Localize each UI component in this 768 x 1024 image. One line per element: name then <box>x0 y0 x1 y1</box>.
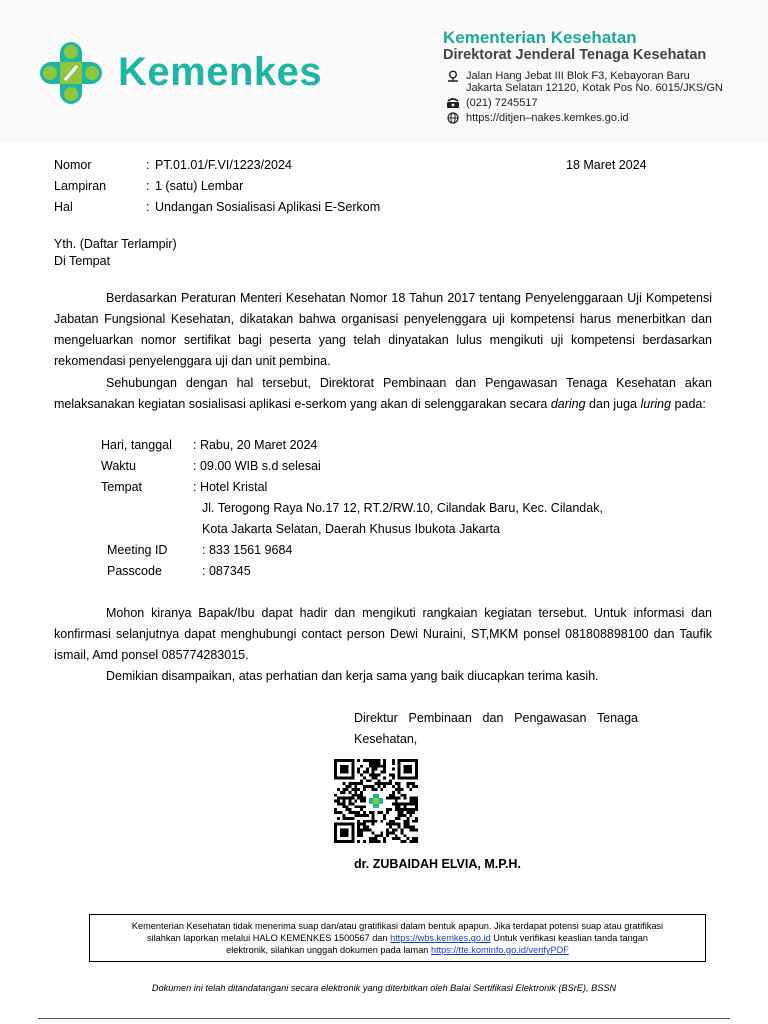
hari-value: : Rabu, 20 Maret 2024 <box>193 438 318 452</box>
kemenkes-logo-icon <box>38 40 104 106</box>
logo-wordmark: Kemenkes <box>118 50 323 94</box>
recipient-block <box>54 236 177 270</box>
wbs-link[interactable]: https://wbs.kemkes.go.id <box>390 933 491 943</box>
hal-value: Undangan Sosialisasi Aplikasi E-Serkom <box>155 200 381 214</box>
notice-line-2-text: silahkan laporkan melalui HALO KEMENKES 1500567 dan <box>146 933 391 943</box>
phone-icon <box>446 97 460 109</box>
paragraph-3: Mohon kiranya Bapak/Ibu dapat hadir dan mengikuti rangkaian kegiatan tersebut. Untuk informasi dan konfirmasi selanjutnya dapat menghubungi contact person Dewi Nuraini, ST,MKM ponsel 081808898100 dan Taufik ismail, Amd ponsel 085774283015. <box>54 606 712 662</box>
signatory-title-line-1: Direktur Pembinaan dan Pengawasan Tenaga <box>354 711 638 725</box>
signatory-title-line-2: Kesehatan, <box>354 732 418 746</box>
tempat-value: : Hotel Kristal <box>193 480 268 494</box>
notice-line-3 <box>90 944 705 956</box>
waktu-value: : 09.00 WIB s.d selesai <box>193 459 321 473</box>
paragraph-2 <box>54 373 712 415</box>
bottom-divider <box>38 1018 730 1019</box>
website-url[interactable]: https://ditjen–nakes.kemkes.go.id <box>466 112 629 124</box>
nomor-colon: : <box>146 158 150 172</box>
address-line-1: Jalan Hang Jebat III Blok F3, Kebayoran Baru <box>466 70 690 82</box>
waktu-label: Waktu <box>101 459 136 473</box>
signatory-name: dr. ZUBAIDAH ELVIA, M.P.H. <box>354 857 521 871</box>
ministry-name: Kementerian Kesehatan <box>443 28 637 47</box>
address-row <box>446 70 723 94</box>
directorate-name: Direktorat Jenderal Tenaga Kesehatan <box>443 47 707 63</box>
lampiran-label: Lampiran <box>54 179 107 193</box>
tempat-label: Tempat <box>101 480 142 494</box>
venue-address-2: Kota Jakarta Selatan, Daerah Khusus Ibukota Jakarta <box>202 522 501 536</box>
daring-text: daring <box>550 397 586 411</box>
paragraph-2-text-c: pada: <box>671 397 706 411</box>
hal-colon: : <box>146 200 150 214</box>
lampiran-colon: : <box>146 179 150 193</box>
address-line-2: Jakarta Selatan 12120, Kotak Pos No. 6015/JKS/GN <box>466 82 723 94</box>
nomor-value: PT.01.01/F.VI/1223/2024 <box>155 158 292 172</box>
paragraph-2-text-b: dan juga <box>585 397 641 411</box>
phone-number: (021) 7245517 <box>466 97 538 109</box>
esign-note: Dokumen ini telah ditandatangani secara elektronik yang diterbitkan oleh Balai Sertifikasi Elektronik (BSrE), BSSN <box>151 983 617 993</box>
notice-line-3-text: elektronik, silahkan unggah dokumen pada laman <box>226 945 431 955</box>
letter-date: 18 Maret 2024 <box>566 158 647 172</box>
meeting-id-value: : 833 1561 9684 <box>202 543 293 557</box>
website-row <box>446 112 629 124</box>
nomor-label: Nomor <box>54 158 92 172</box>
phone-row <box>446 97 538 109</box>
qr-code-signature-icon <box>332 759 420 843</box>
passcode-value: : 087345 <box>202 564 251 578</box>
meeting-id-label: Meeting ID <box>107 543 168 557</box>
verify-pdf-link[interactable]: https://tte.kominfo.go.id/verifyPDF <box>430 945 569 955</box>
hal-label: Hal <box>54 200 73 214</box>
paragraph-2-text-a: Sehubungan dengan hal tersebut, Direktorat Pembinaan dan Pengawasan Tenaga Kesehatan akan melaksanakan kegiatan sosialisasi aplikasi e-serkom yang akan di selenggarakan secara <box>54 376 712 411</box>
notice-line-2-text-b: Untuk verifikasi keaslian tanda tangan <box>490 933 649 943</box>
luring-text: luring <box>640 397 672 411</box>
venue-address-1: Jl. Terogong Raya No.17 12, RT.2/RW.10, Cilandak Baru, Kec. Cilandak, <box>202 501 603 515</box>
location-pin-icon <box>446 70 460 82</box>
anti-gratification-notice <box>89 914 706 962</box>
lampiran-value: 1 (satu) Lembar <box>155 179 244 193</box>
notice-line-1: Kementerian Kesehatan tidak menerima suap dan/atau gratifikasi dalam bentuk apapun. Jika terdapat potensi suap atau gratifikasi <box>131 921 664 931</box>
notice-line-2 <box>90 932 705 944</box>
paragraph-1: Berdasarkan Peraturan Menteri Kesehatan Nomor 18 Tahun 2017 tentang Penyelenggaraan Uji Kompetensi Jabatan Fungsional Kesehatan, dikatakan bahwa organisasi penyelenggara uji kompetensi harus menerbitkan dan mengeluarkan nomor sertifikat bagi peserta yang telah dinyatakan lulus mengikuti uji kompetensi berdasarkan rekomendasi penyelenggara uji dan unit pembina. <box>54 291 712 368</box>
recipient-line-2: Di Tempat <box>54 254 111 268</box>
hari-label: Hari, tanggal <box>101 438 172 452</box>
recipient-line-1: Yth. (Daftar Terlampir) <box>54 237 177 251</box>
globe-icon <box>446 112 460 124</box>
passcode-label: Passcode <box>107 564 162 578</box>
paragraph-4: Demikian disampaikan, atas perhatian dan kerja sama yang baik diucapkan terima kasih. <box>106 669 599 683</box>
